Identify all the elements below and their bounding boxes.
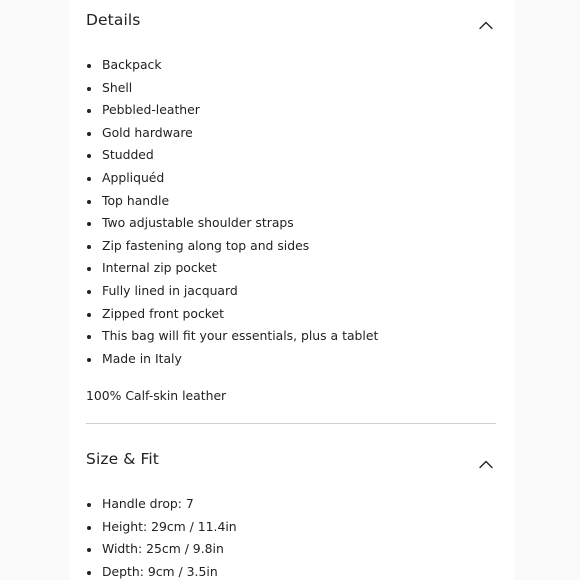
product-info-panel: [70, 0, 514, 580]
list-item: Studded: [86, 144, 378, 167]
list-item: This bag will fit your essentials, plus a tablet: [86, 325, 378, 348]
list-item: Two adjustable shoulder straps: [86, 212, 378, 235]
background-left: [0, 0, 70, 580]
size-fit-accordion-header[interactable]: [86, 444, 496, 474]
list-item: Appliquéd: [86, 167, 378, 190]
size-fit-title: Size & Fit: [86, 450, 159, 468]
details-accordion-header[interactable]: [86, 5, 496, 35]
list-item: Shell: [86, 77, 378, 100]
list-item: Gold hardware: [86, 122, 378, 145]
details-list: [86, 54, 378, 370]
chevron-up-icon[interactable]: [478, 15, 494, 25]
list-item: Handle drop: 7: [86, 493, 237, 516]
list-item: Made in Italy: [86, 348, 378, 371]
list-item: Top handle: [86, 190, 378, 213]
list-item: Width: 25cm / 9.8in: [86, 538, 237, 561]
section-divider: [86, 423, 496, 424]
list-item: Height: 29cm / 11.4in: [86, 516, 237, 539]
chevron-up-icon[interactable]: [478, 454, 494, 464]
material-composition: 100% Calf-skin leather: [86, 388, 227, 403]
details-title: Details: [86, 11, 141, 29]
list-item: Pebbled-leather: [86, 99, 378, 122]
list-item: Internal zip pocket: [86, 257, 378, 280]
list-item: Depth: 9cm / 3.5in: [86, 561, 237, 580]
size-fit-list: [86, 493, 237, 580]
list-item: Zipped front pocket: [86, 303, 378, 326]
list-item: Zip fastening along top and sides: [86, 235, 378, 258]
list-item: Backpack: [86, 54, 378, 77]
list-item: Fully lined in jacquard: [86, 280, 378, 303]
background-right: [514, 0, 580, 580]
